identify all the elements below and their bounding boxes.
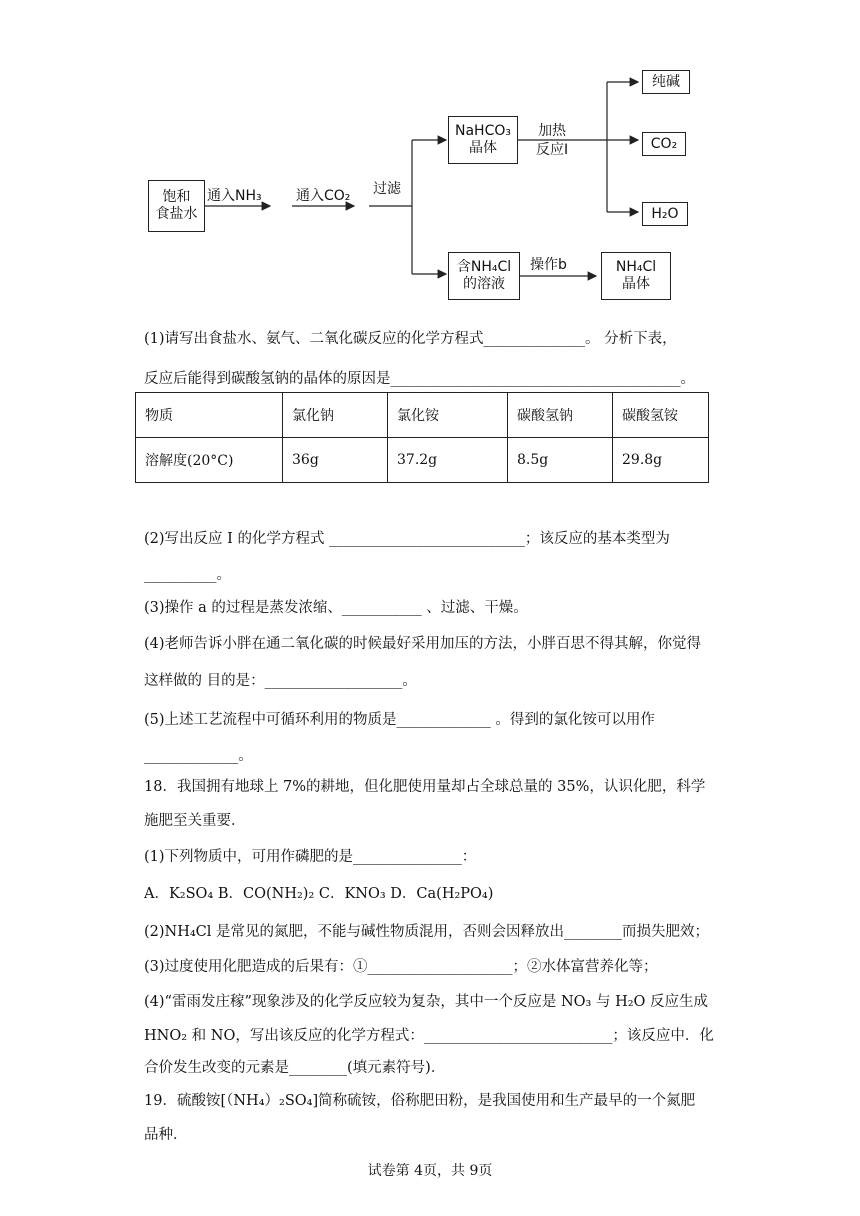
- h2o-box: H₂O: [642, 202, 688, 226]
- label-filter: 过滤: [373, 181, 401, 197]
- q18-2: (2)NH₄Cl 是常见的氮肥，不能与碱性物质混用，否则会因释放出________而损失肥效；: [144, 924, 710, 940]
- nh4cl-solution-box: 含NH₄Cl 的溶液: [448, 252, 520, 300]
- table-cell: 氯化铵: [388, 393, 508, 438]
- q18-line2: 施肥至关重要．: [144, 813, 246, 829]
- q19-line2: 品种．: [144, 1127, 188, 1143]
- label-op-b: 操作b: [530, 257, 567, 273]
- q18-1: (1)下列物质中，可用作磷肥的是_______________：: [144, 849, 477, 865]
- table-cell: 碳酸氢铵: [613, 393, 709, 438]
- brine-box: 饱和 食盐水: [148, 180, 205, 232]
- q17-2-line1: (2)写出反应 I 的化学方程式 ___________________________；该反应的基本类型为: [144, 531, 670, 547]
- label-nh3: 通入NH₃: [207, 188, 262, 204]
- page-footer: 试卷第 4页，共 9页: [367, 1163, 493, 1179]
- table-cell: 29.8g: [613, 438, 709, 483]
- co2-box: CO₂: [642, 132, 686, 156]
- nh4cl-crystal-box: NH₄Cl 晶体: [601, 252, 671, 300]
- flow-diagram: [0, 0, 860, 310]
- table-cell: 物质: [136, 393, 283, 438]
- nahco3-box: NaHCO₃ 晶体: [448, 116, 518, 164]
- table-cell: 碳酸氢钠: [508, 393, 613, 438]
- solubility-table: [135, 392, 709, 483]
- table-cell: 36g: [283, 438, 388, 483]
- q18-line1: 18．我国拥有地球上 7%的耕地，但化肥使用量却占全球总量的 35%，认识化肥，科学: [144, 779, 706, 795]
- table-row: [136, 393, 709, 438]
- q17-3: (3)操作 a 的过程是蒸发浓缩、___________ 、过滤、干燥。: [144, 600, 528, 616]
- table-cell: 37.2g: [388, 438, 508, 483]
- q17-5-line1: (5)上述工艺流程中可循环利用的物质是_____________ 。得到的氯化铵可以用作: [144, 712, 655, 728]
- table-cell: 氯化钠: [283, 393, 388, 438]
- q17-1-line1: (1)请写出食盐水、氨气、二氧化碳反应的化学方程式______________。 分析下表，: [144, 331, 677, 347]
- table-cell: 8.5g: [508, 438, 613, 483]
- q19-line1: 19．硫酸铵[（NH₄）₂SO₄]简称硫铵，俗称肥田粉，是我国使用和生产最早的一个氮肥: [144, 1093, 696, 1109]
- q18-4-line3: 合价发生改变的元素是________(填元素符号)．: [144, 1060, 446, 1076]
- table-cell: 溶解度(20°C): [136, 438, 283, 483]
- q18-4-line2: HNO₂ 和 NO，写出该反应的化学方程式：__________________________；该反应中．化: [144, 1028, 714, 1044]
- q17-4-line2: 这样做的 目的是：___________________。: [144, 673, 417, 689]
- soda-box: 纯碱: [642, 70, 690, 94]
- label-heat: 加热 反应Ⅰ: [536, 123, 569, 158]
- q17-2-line2: __________。: [144, 567, 231, 583]
- q18-options: A．K₂SO₄ B．CO(NH₂)₂ C．KNO₃ D．Ca(H₂PO₄): [144, 886, 494, 902]
- q18-3: (3)过度使用化肥造成的后果有：①____________________；②水体富营养化等；: [144, 959, 658, 975]
- label-co2: 通入CO₂: [296, 188, 351, 204]
- q17-1-line2: 反应后能得到碳酸氢钠的晶体的原因是________________________________________。: [144, 371, 695, 387]
- q17-5-line2: _____________。: [144, 748, 253, 764]
- q18-4-line1: (4)“雷雨发庄稼”现象涉及的化学反应较为复杂，其中一个反应是 NO₃ 与 H₂O 反应生成: [144, 994, 709, 1010]
- table-row: [136, 438, 709, 483]
- flow-arrows: [0, 0, 860, 310]
- q17-4-line1: (4)老师告诉小胖在通二氧化碳的时候最好采用加压的方法，小胖百思不得其解，你觉得: [144, 636, 702, 652]
